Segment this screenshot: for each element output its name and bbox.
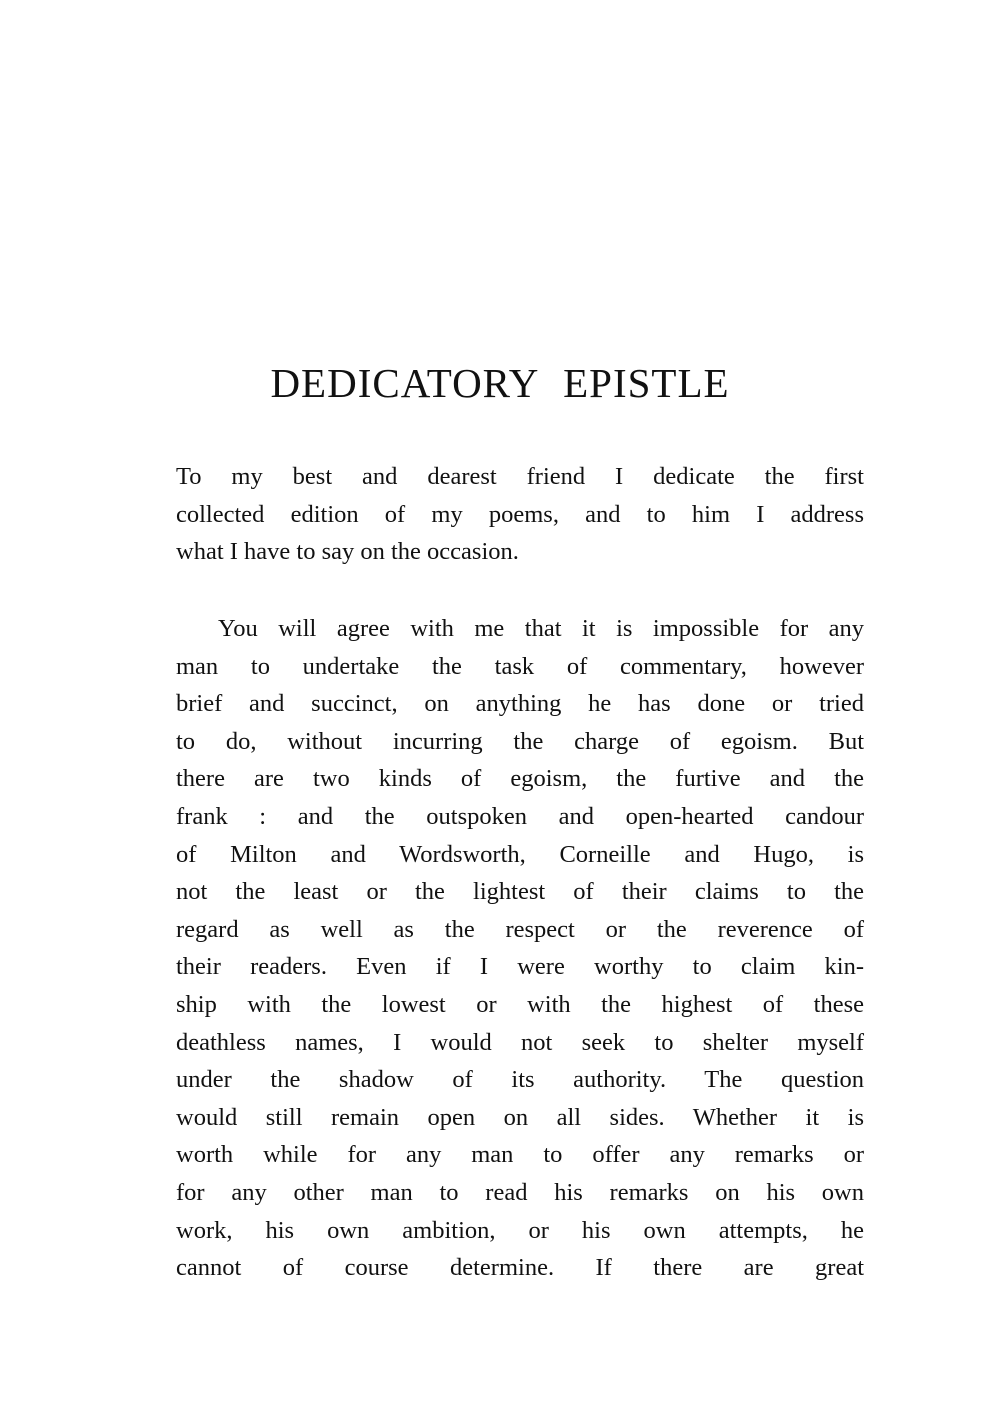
text-line: To my best and dearest friend I dedicate the first — [176, 463, 864, 490]
text-line: work, his own ambition, or his own attempts, he — [176, 1216, 864, 1244]
text-line: of Milton and Wordsworth, Corneille and Hugo, is — [176, 840, 864, 868]
text-line: cannot of course determine. If there are great — [176, 1254, 864, 1282]
text-line: not the least or the lightest of their claims to the — [176, 878, 864, 906]
text-line: what I have to say on the occasion. — [176, 538, 519, 566]
paragraph-1 — [176, 458, 864, 571]
text-line: regard as well as the respect or the reverence of — [176, 915, 864, 943]
text-line: to do, without incurring the charge of egoism. But — [176, 727, 864, 755]
text-line: would still remain open on all sides. Whether it is — [176, 1103, 864, 1131]
text-line: man to undertake the task of commentary, however — [176, 652, 864, 680]
paragraph-2 — [176, 610, 864, 1287]
text-line: You will agree with me that it is impossible for any — [218, 615, 864, 642]
text-line: brief and succinct, on anything he has done or tried — [176, 690, 864, 718]
text-line: frank : and the outspoken and open-hearted candour — [176, 802, 864, 830]
text-line: worth while for any man to offer any remarks or — [176, 1141, 864, 1169]
text-line: there are two kinds of egoism, the furtive and the — [176, 765, 864, 793]
text-line: for any other man to read his remarks on his own — [176, 1178, 864, 1206]
text-line: collected edition of my poems, and to him I address — [176, 500, 864, 528]
text-line: ship with the lowest or with the highest of these — [176, 990, 864, 1018]
text-line: under the shadow of its authority. The question — [176, 1066, 864, 1094]
text-line: their readers. Even if I were worthy to claim kin- — [176, 953, 864, 981]
text-line: deathless names, I would not seek to shelter myself — [176, 1028, 864, 1056]
page-title: DEDICATORY EPISTLE — [270, 360, 730, 406]
